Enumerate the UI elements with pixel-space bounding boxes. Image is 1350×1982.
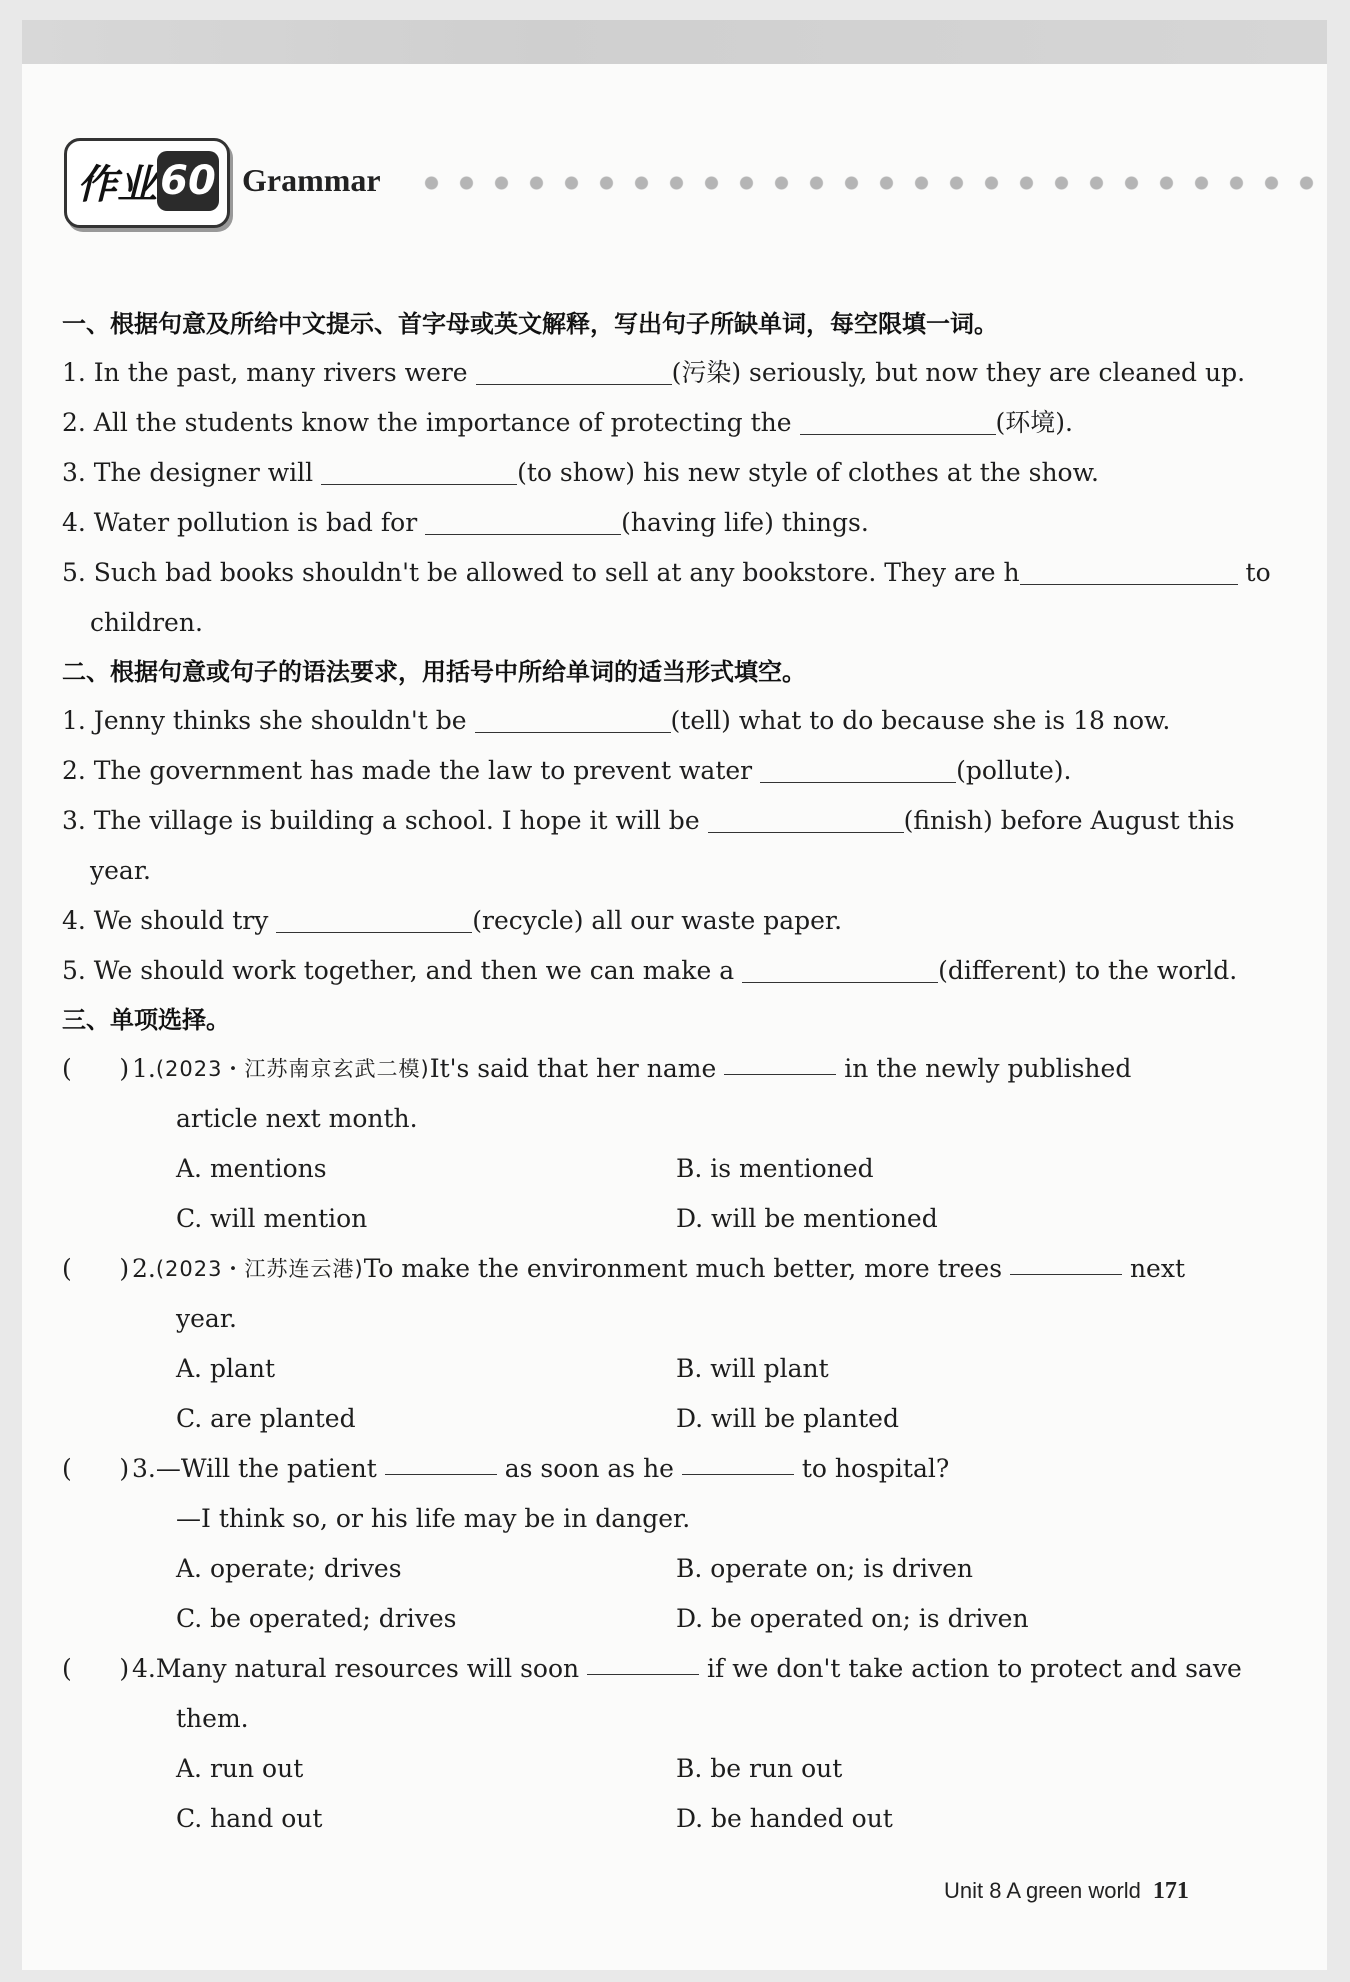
unit-label: Unit 8 A green world bbox=[944, 1878, 1141, 1903]
option-c: C. will mention bbox=[176, 1204, 368, 1233]
mc-question-2-cont: year. bbox=[176, 1304, 237, 1333]
option-b: B. is mentioned bbox=[676, 1154, 874, 1183]
answer-blank[interactable] bbox=[742, 952, 938, 983]
s1-question-5-cont: children. bbox=[90, 608, 203, 637]
mc-options-row bbox=[62, 1144, 1252, 1194]
answer-blank[interactable] bbox=[475, 702, 671, 733]
mc-question-4-cont: them. bbox=[176, 1704, 249, 1733]
badge-number: 60 bbox=[157, 151, 219, 211]
source-note: (2023・江苏连云港) bbox=[155, 1257, 364, 1281]
option-d: D. be operated on; is driven bbox=[676, 1604, 1029, 1633]
option-c: C. hand out bbox=[176, 1804, 323, 1833]
top-bar bbox=[22, 20, 1327, 64]
dotted-divider bbox=[414, 176, 1327, 190]
s2-question-3: 3. The village is building a school. I hope it will be (finish) before August this bbox=[62, 796, 1252, 846]
answer-blank[interactable] bbox=[476, 354, 672, 385]
option-a: A. mentions bbox=[176, 1154, 327, 1183]
option-b: B. be run out bbox=[676, 1754, 843, 1783]
source-note: (2023・江苏南京玄武二模) bbox=[155, 1057, 430, 1081]
mc-question-3-cont: —I think so, or his life may be in danger. bbox=[176, 1504, 691, 1533]
option-b: B. will plant bbox=[676, 1354, 829, 1383]
answer-parentheses[interactable]: ( ) bbox=[62, 1054, 130, 1083]
option-d: D. will be mentioned bbox=[676, 1204, 938, 1233]
answer-blank[interactable] bbox=[724, 1044, 836, 1075]
option-c: C. are planted bbox=[176, 1404, 356, 1433]
page-footer bbox=[944, 1878, 1189, 1905]
mc-options-row bbox=[62, 1744, 1252, 1794]
mc-question-3: ( ) 3. —Will the patient as soon as he to hospital? bbox=[62, 1444, 1252, 1494]
answer-blank[interactable] bbox=[760, 752, 956, 783]
s1-question-5: 5. Such bad books shouldn't be allowed to sell at any bookstore. They are h to bbox=[62, 548, 1252, 598]
mc-question-2: ( ) 2. (2023・江苏连云港) To make the environment much better, more trees next bbox=[62, 1244, 1252, 1294]
mc-question-4: ( ) 4. Many natural resources will soon if we don't take action to protect and save bbox=[62, 1644, 1252, 1694]
s2-question-3-cont: year. bbox=[90, 856, 151, 885]
mc-options-row bbox=[62, 1194, 1252, 1244]
answer-blank[interactable] bbox=[1010, 1244, 1122, 1275]
section-2-title: 二、根据句意或句子的语法要求，用括号中所给单词的适当形式填空。 bbox=[62, 658, 806, 686]
answer-blank[interactable] bbox=[385, 1444, 497, 1475]
mc-question-1-cont: article next month. bbox=[176, 1104, 418, 1133]
mc-options-row bbox=[62, 1794, 1252, 1844]
worksheet-page bbox=[22, 20, 1327, 1970]
s2-question-4: 4. We should try (recycle) all our waste paper. bbox=[62, 896, 1252, 946]
mc-options-row bbox=[62, 1344, 1252, 1394]
page-title: Grammar bbox=[242, 162, 381, 198]
s1-question-4: 4. Water pollution is bad for (having life) things. bbox=[62, 498, 1252, 548]
option-c: C. be operated; drives bbox=[176, 1604, 457, 1633]
section-3-title: 三、单项选择。 bbox=[62, 1006, 230, 1034]
option-b: B. operate on; is driven bbox=[676, 1554, 974, 1583]
answer-blank[interactable] bbox=[587, 1644, 699, 1675]
s1-question-1: 1. In the past, many rivers were (污染) seriously, but now they are cleaned up. bbox=[62, 348, 1252, 398]
answer-parentheses[interactable]: ( ) bbox=[62, 1654, 130, 1683]
option-d: D. be handed out bbox=[676, 1804, 893, 1833]
option-a: A. plant bbox=[176, 1354, 275, 1383]
page-number: 171 bbox=[1152, 1878, 1189, 1904]
answer-blank[interactable] bbox=[682, 1444, 794, 1475]
mc-options-row bbox=[62, 1394, 1252, 1444]
s1-question-2: 2. All the students know the importance of protecting the (环境). bbox=[62, 398, 1252, 448]
mc-question-1: ( ) 1. (2023・江苏南京玄武二模) It's said that her name in the newly published bbox=[62, 1044, 1252, 1094]
answer-blank[interactable] bbox=[276, 902, 472, 933]
homework-badge bbox=[64, 138, 230, 228]
answer-parentheses[interactable]: ( ) bbox=[62, 1454, 130, 1483]
badge-text: 作业 bbox=[77, 162, 157, 208]
mc-options-row bbox=[62, 1594, 1252, 1644]
answer-blank[interactable] bbox=[321, 454, 517, 485]
s1-question-3: 3. The designer will (to show) his new style of clothes at the show. bbox=[62, 448, 1252, 498]
section-1-title: 一、根据句意及所给中文提示、首字母或英文解释，写出句子所缺单词，每空限填一词。 bbox=[62, 310, 998, 338]
exercise-content bbox=[62, 300, 1271, 1844]
answer-blank[interactable] bbox=[708, 802, 904, 833]
answer-parentheses[interactable]: ( ) bbox=[62, 1254, 130, 1283]
answer-blank[interactable] bbox=[1020, 554, 1238, 585]
option-a: A. run out bbox=[176, 1754, 304, 1783]
s2-question-5: 5. We should work together, and then we can make a (different) to the world. bbox=[62, 946, 1252, 996]
answer-blank[interactable] bbox=[425, 504, 621, 535]
mc-options-row bbox=[62, 1544, 1252, 1594]
s2-question-1: 1. Jenny thinks she shouldn't be (tell) what to do because she is 18 now. bbox=[62, 696, 1252, 746]
answer-blank[interactable] bbox=[800, 404, 996, 435]
page-header bbox=[64, 138, 1324, 228]
option-a: A. operate; drives bbox=[176, 1554, 402, 1583]
s2-question-2: 2. The government has made the law to prevent water (pollute). bbox=[62, 746, 1252, 796]
option-d: D. will be planted bbox=[676, 1404, 899, 1433]
